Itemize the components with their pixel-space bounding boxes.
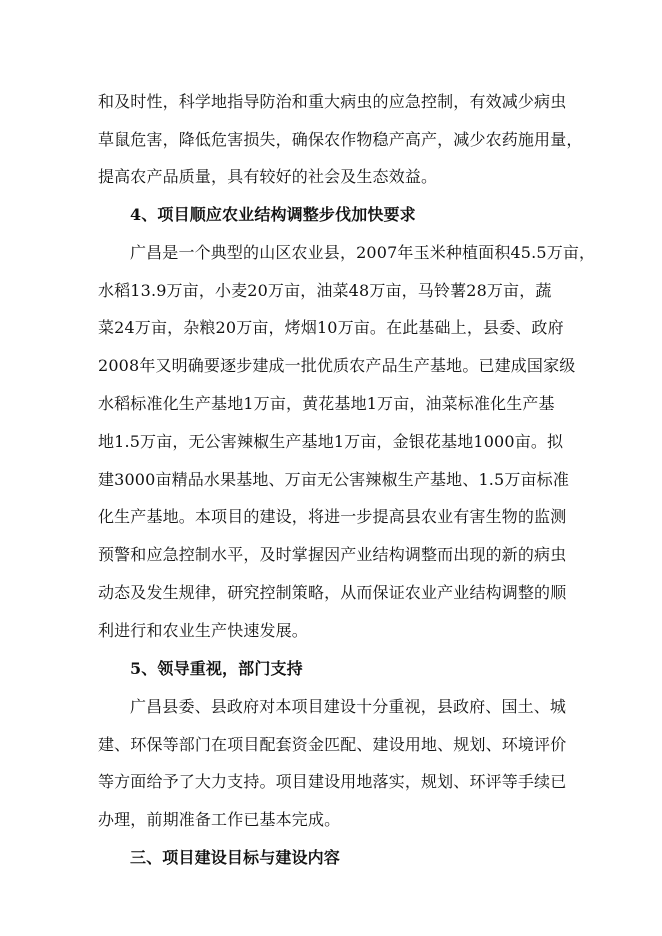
paragraph-line: 利进行和农业生产快速发展。 [98,621,308,640]
paragraph-line: 等方面给予了大力支持。项目建设用地落实，规划、环评等手续已 [98,772,567,791]
paragraph-line: 广昌是一个典型的山区农业县，2007年玉米种植面积45.5万亩， [130,243,596,262]
paragraph-line: 草鼠危害，降低危害损失，确保农作物稳产高产，减少农药施用量， [98,130,583,149]
paragraph-line: 2008年又明确要逐步建成一批优质农产品生产基地。已建成国家级 [98,356,576,375]
paragraph-line: 建3000亩精品水果基地、万亩无公害辣椒生产基地、1.5万亩标准 [98,470,569,489]
section-heading-4: 4、项目顺应农业结构调整步伐加快要求 [130,205,416,224]
paragraph-line: 预警和应急控制水平，及时掌握因产业结构调整而出现的新的病虫 [98,545,567,564]
paragraph-line: 提高农产品质量，具有较好的社会及生态效益。 [98,167,438,186]
section-heading-5: 5、领导重视，部门支持 [130,659,303,678]
paragraph-line: 水稻标准化生产基地1万亩，黄花基地1万亩，油菜标准化生产基 [98,394,555,413]
paragraph-line: 地1.5万亩，无公害辣椒生产基地1万亩，金银花基地1000亩。拟 [98,432,564,451]
paragraph-line: 化生产基地。本项目的建设，将进一步提高县农业有害生物的监测 [98,507,567,526]
paragraph-line: 建、环保等部门在项目配套资金匹配、建设用地、规划、环境评价 [98,735,567,754]
paragraph-line: 水稻13.9万亩，小麦20万亩，油菜48万亩，马铃薯28万亩，蔬 [98,281,552,300]
paragraph-line: 办理，前期准备工作已基本完成。 [98,810,341,829]
paragraph-line: 和及时性，科学地指导防治和重大病虫的应急控制，有效减少病虫 [98,92,567,111]
paragraph-line: 动态及发生规律，研究控制策略，从而保证农业产业结构调整的顺 [98,583,567,602]
paragraph-line: 广昌县委、县政府对本项目建设十分重视，县政府、国土、城 [130,697,567,716]
section-title-3: 三、项目建设目标与建设内容 [130,848,340,867]
paragraph-line: 菜24万亩，杂粮20万亩，烤烟10万亩。在此基础上，县委、政府 [98,318,564,337]
